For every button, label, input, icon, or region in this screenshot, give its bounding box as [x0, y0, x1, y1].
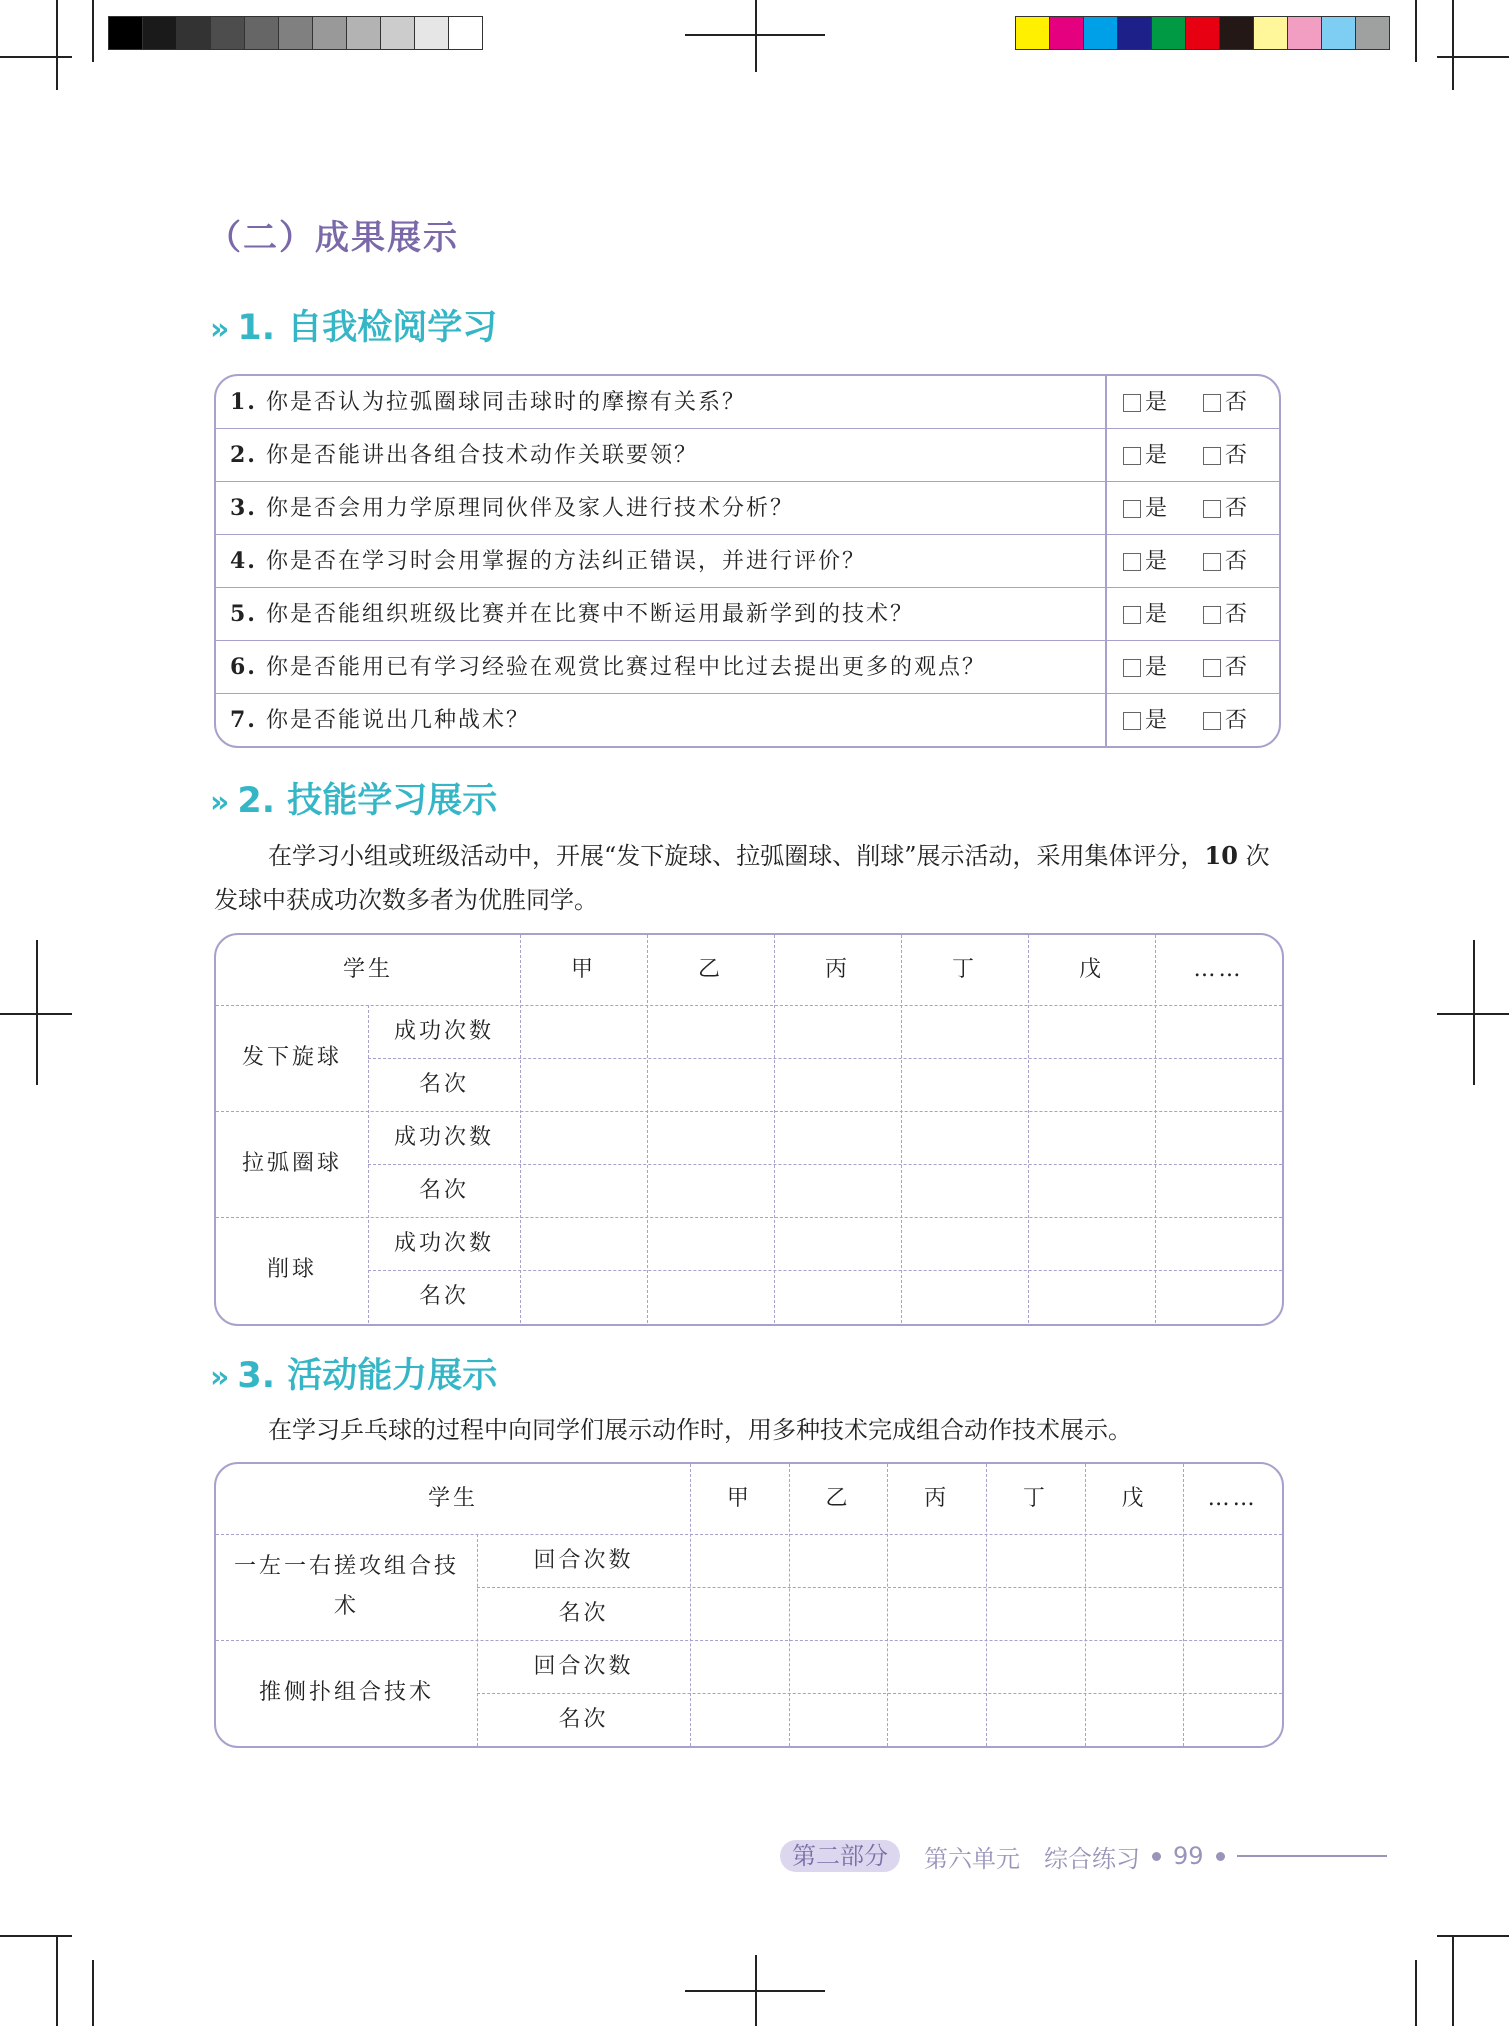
score-cell[interactable]: [690, 1587, 789, 1640]
color-swatch: [1117, 16, 1152, 50]
part2-text-b: 次发球中获成功次数多者为优胜同学。: [214, 842, 1270, 914]
col-line: [774, 935, 775, 1323]
yes-option[interactable]: [1123, 694, 1167, 747]
col-line: [986, 1464, 987, 1746]
score-cell[interactable]: [647, 1270, 774, 1323]
color-swatch: [278, 16, 313, 50]
no-checkbox[interactable]: [1203, 553, 1221, 571]
question-text: [230, 535, 866, 588]
question-number: 2.: [230, 442, 257, 468]
question-number: 1.: [230, 389, 257, 415]
no-checkbox[interactable]: [1203, 447, 1221, 465]
no-option[interactable]: [1203, 694, 1247, 747]
color-swatch: [1015, 16, 1050, 50]
score-cell[interactable]: [1085, 1534, 1184, 1587]
yes-checkbox[interactable]: [1123, 394, 1141, 412]
question-text: [230, 482, 794, 535]
score-cell[interactable]: [1183, 1534, 1282, 1587]
header-student-col: 丁: [1022, 1486, 1048, 1511]
yes-option[interactable]: [1123, 535, 1167, 588]
part2-description: [214, 834, 1284, 922]
grayscale-color-bar: [108, 16, 482, 54]
col-line: [789, 1464, 790, 1746]
section-title: （二）成果展示: [207, 218, 459, 258]
no-option[interactable]: [1203, 588, 1247, 641]
no-option[interactable]: [1203, 482, 1247, 535]
footer-unit: 第六单元: [924, 1844, 1020, 1873]
row-label: 名次: [418, 1283, 469, 1309]
score-cell[interactable]: [1155, 1005, 1282, 1058]
question-label: 你是否能组织班级比赛并在比赛中不断运用最新学到的技术？: [256, 602, 914, 627]
header-student-col: 甲: [726, 1486, 752, 1511]
no-checkbox[interactable]: [1203, 500, 1221, 518]
activity-score-table: [214, 1462, 1284, 1748]
footer-part: 第二部分: [780, 1840, 900, 1872]
color-swatch: [1219, 16, 1254, 50]
color-swatch: [142, 16, 177, 50]
no-option[interactable]: [1203, 641, 1247, 694]
score-cell[interactable]: [887, 1640, 986, 1693]
question-number: 6.: [230, 654, 257, 680]
score-cell[interactable]: [647, 1217, 774, 1270]
no-option[interactable]: [1203, 429, 1247, 482]
page-number: 99: [1173, 1842, 1204, 1870]
yes-option[interactable]: [1123, 482, 1167, 535]
score-cell[interactable]: [647, 1111, 774, 1164]
header-student-col: ……: [1193, 957, 1244, 982]
group-label: 拉弧圈球: [241, 1151, 342, 1176]
color-swatch: [414, 16, 449, 50]
score-cell[interactable]: [789, 1587, 888, 1640]
no-option[interactable]: [1203, 376, 1247, 429]
yes-checkbox[interactable]: [1123, 712, 1141, 730]
score-cell[interactable]: [774, 1058, 901, 1111]
part2-heading: [210, 773, 497, 823]
yes-checkbox[interactable]: [1123, 553, 1141, 571]
yes-option[interactable]: [1123, 641, 1167, 694]
row-label: 成功次数: [393, 1018, 494, 1044]
score-cell[interactable]: [1183, 1693, 1282, 1746]
yes-label: 是: [1145, 655, 1168, 680]
skill-score-table: [214, 933, 1284, 1326]
no-checkbox[interactable]: [1203, 394, 1221, 412]
yes-label: 是: [1145, 602, 1168, 627]
score-cell[interactable]: [774, 1217, 901, 1270]
score-cell[interactable]: [520, 1005, 647, 1058]
color-swatch: [176, 16, 211, 50]
score-cell[interactable]: [901, 1111, 1028, 1164]
score-cell[interactable]: [986, 1640, 1085, 1693]
group-label: 发下旋球: [241, 1045, 342, 1070]
footer-section: 综合练习: [1044, 1844, 1140, 1873]
score-cell[interactable]: [887, 1534, 986, 1587]
score-cell[interactable]: [774, 1164, 901, 1217]
score-cell[interactable]: [690, 1640, 789, 1693]
score-cell[interactable]: [789, 1693, 888, 1746]
yes-option[interactable]: [1123, 376, 1167, 429]
color-swatch: [108, 16, 143, 50]
part3-heading: [210, 1348, 497, 1398]
no-label: 否: [1225, 549, 1248, 574]
score-cell[interactable]: [789, 1640, 888, 1693]
question-label: 你是否会用力学原理同伙伴及家人进行技术分析？: [256, 496, 794, 521]
score-cell[interactable]: [1155, 1111, 1282, 1164]
row-label: 成功次数: [393, 1124, 494, 1150]
header-student: 学生: [342, 957, 393, 982]
header-student-col: 丙: [924, 1486, 950, 1511]
no-checkbox[interactable]: [1203, 712, 1221, 730]
score-cell[interactable]: [520, 1217, 647, 1270]
score-cell[interactable]: [520, 1111, 647, 1164]
score-cell[interactable]: [1085, 1587, 1184, 1640]
question-number: 3.: [230, 495, 257, 521]
score-cell[interactable]: [901, 1164, 1028, 1217]
question-text: [230, 694, 530, 747]
question-row: [216, 588, 1279, 641]
color-swatch: [1321, 16, 1356, 50]
question-label: 你是否在学习时会用掌握的方法纠正错误，并进行评价？: [256, 549, 866, 574]
score-cell[interactable]: [1155, 1217, 1282, 1270]
row-label: 名次: [558, 1706, 609, 1732]
score-cell[interactable]: [901, 1058, 1028, 1111]
score-cell[interactable]: [520, 1058, 647, 1111]
header-student-col: 丁: [951, 957, 977, 982]
score-cell[interactable]: [1028, 1270, 1155, 1323]
footer-rule: [1237, 1855, 1387, 1857]
question-label: 你是否认为拉弧圈球同击球时的摩擦有关系？: [256, 390, 746, 415]
no-label: 否: [1225, 390, 1248, 415]
score-cell[interactable]: [520, 1270, 647, 1323]
col-line: [368, 1005, 369, 1323]
yes-checkbox[interactable]: [1123, 500, 1141, 518]
row-label: 名次: [418, 1177, 469, 1203]
color-swatch: [1083, 16, 1118, 50]
row-label: 名次: [418, 1071, 469, 1097]
row-label: 成功次数: [393, 1230, 494, 1256]
score-cell[interactable]: [1028, 1058, 1155, 1111]
col-line: [901, 935, 902, 1323]
header-student: 学生: [427, 1486, 478, 1511]
question-label: 你是否能用已有学习经验在观赏比赛过程中比过去提出更多的观点？: [256, 655, 986, 680]
score-cell[interactable]: [647, 1058, 774, 1111]
group-label: 削球: [266, 1257, 317, 1282]
score-cell[interactable]: [1155, 1164, 1282, 1217]
question-row: [216, 535, 1279, 588]
header-student-col: 戊: [1078, 957, 1104, 982]
score-cell[interactable]: [647, 1164, 774, 1217]
score-cell[interactable]: [986, 1693, 1085, 1746]
question-text: [230, 376, 746, 429]
score-cell[interactable]: [1028, 1164, 1155, 1217]
question-text: [230, 588, 914, 641]
no-label: 否: [1225, 602, 1248, 627]
color-swatch: [380, 16, 415, 50]
yes-label: 是: [1145, 708, 1168, 733]
no-checkbox[interactable]: [1203, 659, 1221, 677]
score-cell[interactable]: [901, 1270, 1028, 1323]
header-student-col: ……: [1207, 1486, 1258, 1511]
color-swatch: [1049, 16, 1084, 50]
score-cell[interactable]: [887, 1587, 986, 1640]
color-swatch: [346, 16, 381, 50]
score-cell[interactable]: [1028, 1217, 1155, 1270]
color-swatch: [448, 16, 483, 50]
header-student-col: 丙: [824, 957, 850, 982]
no-label: 否: [1225, 655, 1248, 680]
bullet-icon: [1216, 1852, 1225, 1861]
col-line: [1028, 935, 1029, 1323]
yes-checkbox[interactable]: [1123, 447, 1141, 465]
row-label: 名次: [558, 1600, 609, 1626]
page-footer: [780, 1838, 1387, 1874]
yes-label: 是: [1145, 443, 1168, 468]
question-label: 你是否能说出几种战术？: [256, 708, 530, 733]
col-line: [477, 1534, 478, 1746]
score-cell[interactable]: [774, 1005, 901, 1058]
score-cell[interactable]: [901, 1217, 1028, 1270]
self-check-table: [214, 374, 1281, 748]
header-student-col: 甲: [570, 957, 596, 982]
score-cell[interactable]: [901, 1005, 1028, 1058]
yes-checkbox[interactable]: [1123, 606, 1141, 624]
color-swatch: [210, 16, 245, 50]
question-row: [216, 641, 1279, 694]
yes-option[interactable]: [1123, 429, 1167, 482]
question-row: [216, 429, 1279, 482]
color-swatch: [1151, 16, 1186, 50]
color-swatch: [1355, 16, 1390, 50]
question-number: 5.: [230, 601, 257, 627]
score-cell[interactable]: [520, 1164, 647, 1217]
part3-description: 在学习乒乓球的过程中向同学们展示动作时，用多种技术完成组合动作技术展示。: [268, 1416, 1132, 1444]
score-cell[interactable]: [774, 1270, 901, 1323]
col-line: [520, 935, 521, 1323]
part1-title: 1. 自我检阅学习: [237, 308, 498, 348]
part3-title: 3. 活动能力展示: [237, 1356, 498, 1396]
question-row: [216, 694, 1279, 747]
row-label: 回合次数: [533, 1547, 634, 1573]
score-cell[interactable]: [1183, 1587, 1282, 1640]
score-cell[interactable]: [986, 1534, 1085, 1587]
score-cell[interactable]: [789, 1534, 888, 1587]
col-line: [690, 1464, 691, 1746]
score-cell[interactable]: [690, 1534, 789, 1587]
question-row: [216, 376, 1279, 429]
group-label: 一左一右搓攻组合技术: [234, 1554, 460, 1619]
chevron-icon: »: [210, 312, 230, 347]
yes-label: 是: [1145, 390, 1168, 415]
color-swatch: [244, 16, 279, 50]
score-cell[interactable]: [647, 1005, 774, 1058]
question-text: [230, 641, 986, 694]
score-cell[interactable]: [986, 1587, 1085, 1640]
score-cell[interactable]: [1085, 1693, 1184, 1746]
no-label: 否: [1225, 708, 1248, 733]
no-checkbox[interactable]: [1203, 606, 1221, 624]
chevron-icon: »: [210, 1360, 230, 1395]
col-line: [887, 1464, 888, 1746]
col-line: [647, 935, 648, 1323]
score-cell[interactable]: [1155, 1270, 1282, 1323]
yes-option[interactable]: [1123, 588, 1167, 641]
color-swatch: [1185, 16, 1220, 50]
col-line: [1155, 935, 1156, 1323]
score-cell[interactable]: [690, 1693, 789, 1746]
score-cell[interactable]: [1085, 1640, 1184, 1693]
header-student-col: 乙: [697, 957, 723, 982]
score-cell[interactable]: [1028, 1005, 1155, 1058]
no-label: 否: [1225, 496, 1248, 521]
color-swatch: [312, 16, 347, 50]
chevron-icon: »: [210, 785, 230, 820]
col-line: [1183, 1464, 1184, 1746]
yes-checkbox[interactable]: [1123, 659, 1141, 677]
part2-title: 2. 技能学习展示: [237, 781, 498, 821]
process-color-bar: [1015, 16, 1389, 54]
score-cell[interactable]: [1155, 1058, 1282, 1111]
question-label: 你是否能讲出各组合技术动作关联要领？: [256, 443, 698, 468]
group-label: 推侧扑组合技术: [258, 1680, 434, 1705]
question-text: [230, 429, 698, 482]
row-label: 回合次数: [533, 1653, 634, 1679]
part2-number: 10: [1204, 841, 1238, 870]
question-row: [216, 482, 1279, 535]
no-option[interactable]: [1203, 535, 1247, 588]
header-student-col: 乙: [825, 1486, 851, 1511]
question-number: 4.: [230, 548, 257, 574]
score-cell[interactable]: [1028, 1111, 1155, 1164]
yes-label: 是: [1145, 549, 1168, 574]
score-cell[interactable]: [1183, 1640, 1282, 1693]
no-label: 否: [1225, 443, 1248, 468]
part2-text-a: 在学习小组或班级活动中，开展“发下旋球、拉弧圈球、削球”展示活动，采用集体评分，: [268, 842, 1205, 870]
header-student-col: 戊: [1121, 1486, 1147, 1511]
bullet-icon: [1152, 1852, 1161, 1861]
score-cell[interactable]: [887, 1693, 986, 1746]
color-swatch: [1287, 16, 1322, 50]
col-line: [1085, 1464, 1086, 1746]
yes-label: 是: [1145, 496, 1168, 521]
score-cell[interactable]: [774, 1111, 901, 1164]
color-swatch: [1253, 16, 1288, 50]
part1-heading: [210, 300, 497, 350]
question-number: 7.: [230, 707, 257, 733]
